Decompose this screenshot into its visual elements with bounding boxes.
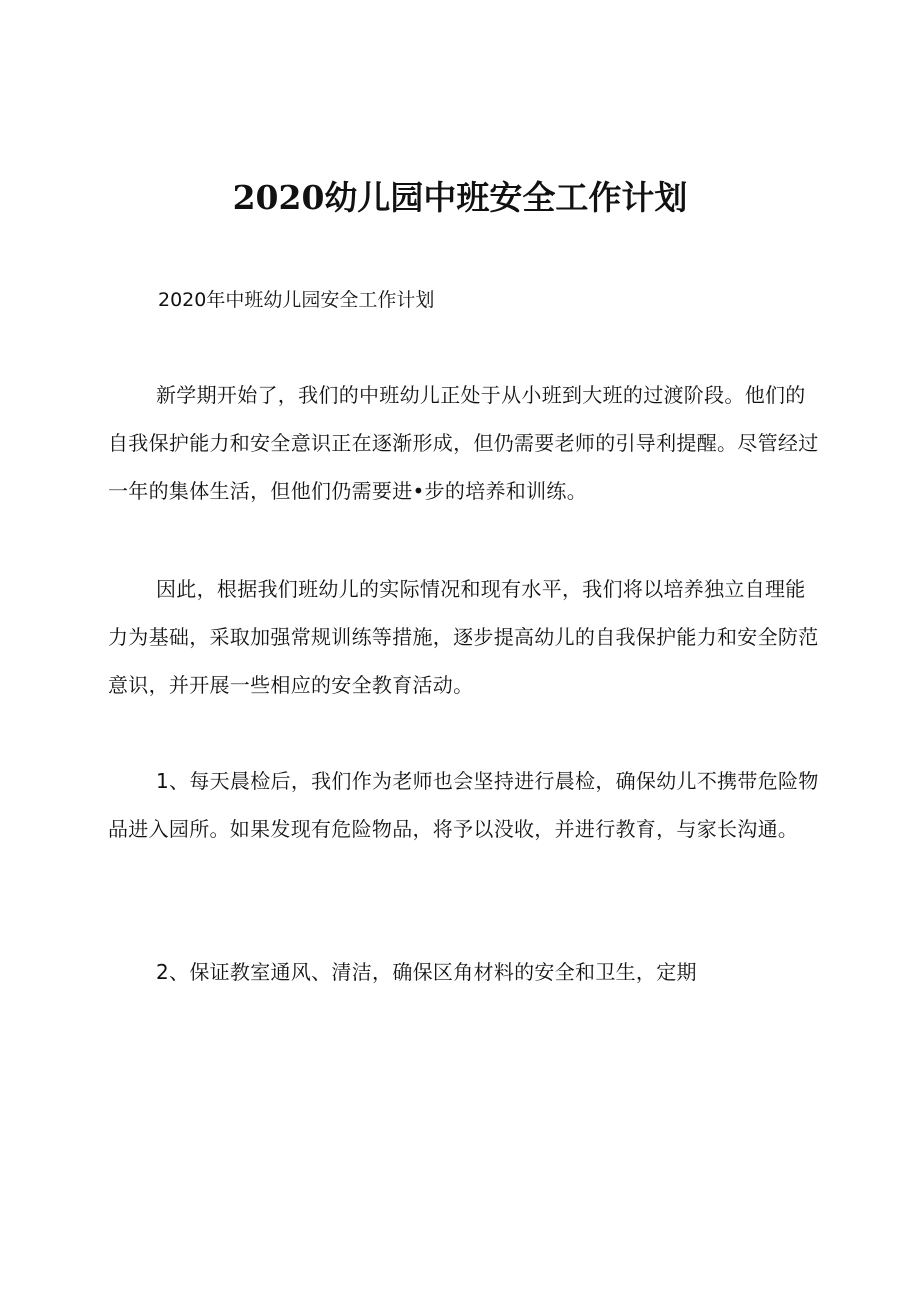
document-subtitle: 2020年中班幼儿园安全工作计划 <box>158 289 435 311</box>
paragraph-item-1: 1、每天晨检后，我们作为老师也会坚持进行晨检，确保幼儿不携带危险物品进入园所。如果发现有危险物品，将予以没收，并进行教育，与家长沟通。 <box>108 769 819 841</box>
document-title: 2020幼儿园中班安全工作计划 <box>232 178 688 217</box>
paragraph-intro: 新学期开始了，我们的中班幼儿正处于从小班到大班的过渡阶段。他们的自我保护能力和安全意识正在逐渐形成，但仍需要老师的引导利提醒。尽管经过一年的集体生活，但他们仍需要进•步的培养和训练。 <box>108 383 819 503</box>
paragraph-approach: 因此，根据我们班幼儿的实际情况和现有水平，我们将以培养独立自理能力为基础，采取加强常规训练等措施，逐步提高幼儿的自我保护能力和安全防范意识，并开展一些相应的安全教育活动。 <box>108 577 819 697</box>
paragraph-item-2: 2、保证教室通风、清洁，确保区角材料的安全和卫生，定期 <box>156 960 697 984</box>
